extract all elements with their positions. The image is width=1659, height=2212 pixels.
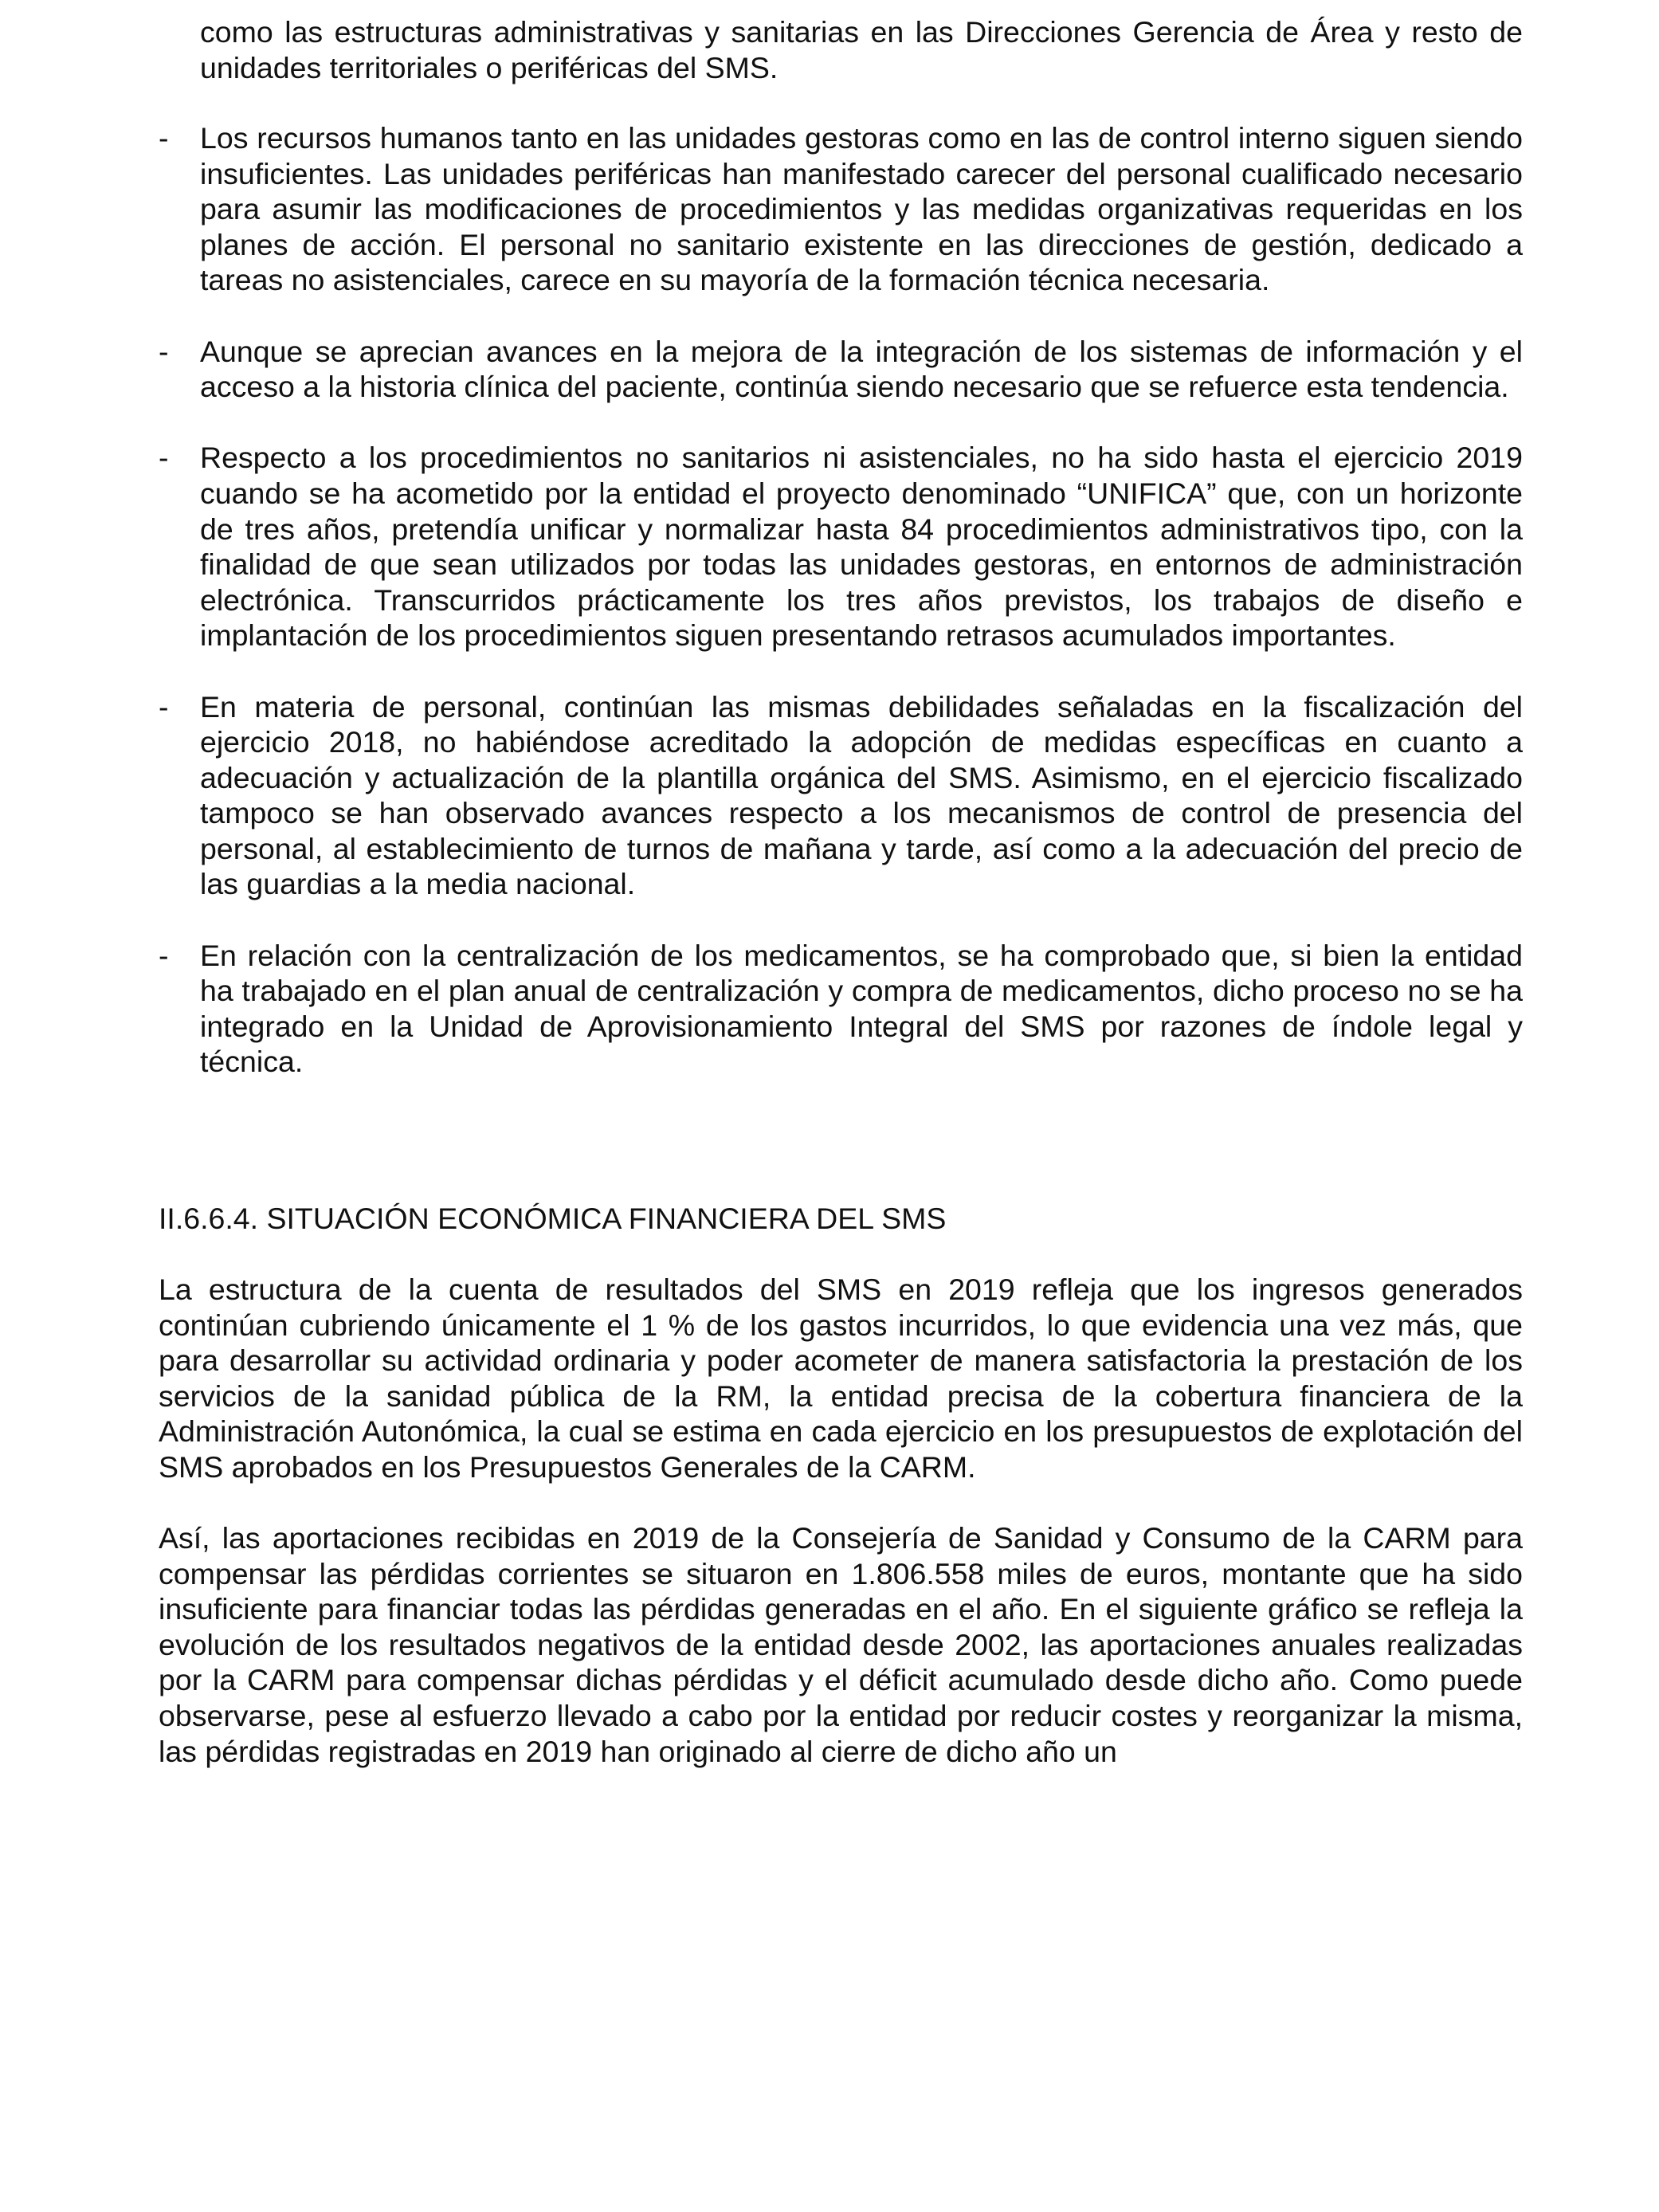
list-item-text: En relación con la centralización de los medicamentos, se ha comprobado que, si bien la entidad ha trabajado en el plan anual de centralización y compra de medicamentos, dicho proceso no se ha integrado en la Unidad de Aprovisionamiento Integral del SMS por razones de índole legal y técnica. xyxy=(200,938,1523,1079)
list-item-text: Aunque se aprecian avances en la mejora de la integración de los sistemas de información y el acceso a la historia clínica del paciente, continúa siendo necesario que se refuerce esta tendencia. xyxy=(200,334,1523,404)
section-heading: II.6.6.4. SITUACIÓN ECONÓMICA FINANCIERA DEL SMS xyxy=(159,1202,947,1235)
bullet-dash: - xyxy=(159,441,169,475)
list-item-text: Respecto a los procedimientos no sanitarios ni asistenciales, no ha sido hasta el ejercicio 2019 cuando se ha acometido por la entidad el proyecto denominado “UNIFICA” que, con un horizonte de tres años, pretendía unificar y normalizar hasta 84 procedimientos administrativos tipo, con la finalidad de que sean utilizados por todas las unidades gestoras, en entornos de administración electrónica. Transcurridos prácticamente los tres años previstos, los trabajos de diseño e implantación de los procedimientos siguen presentando retrasos acumulados importantes. xyxy=(200,441,1523,653)
body-paragraph: Así, las aportaciones recibidas en 2019 de la Consejería de Sanidad y Consumo de la CARM para compensar las pérdidas corrientes se situaron en 1.806.558 miles de euros, montante que ha sido insuficiente para financiar todas las pérdidas generadas en el año. En el siguiente gráfico se refleja la evolución de los resultados negativos de la entidad desde 2002, las aportaciones anuales realizadas por la CARM para compensar dichas pérdidas y el déficit acumulado desde dicho año. Como puede observarse, pese al esfuerzo llevado a cabo por la entidad por reducir costes y reorganizar la misma, las pérdidas registradas en 2019 han originado al cierre de dicho año un xyxy=(159,1521,1523,1768)
bullet-dash: - xyxy=(159,938,169,972)
list-item-text: En materia de personal, continúan las mismas debilidades señaladas en la fiscalización del ejercicio 2018, no habiéndose acreditado la adopción de medidas específicas en cuanto a adecuación y actualización de la plantilla orgánica del SMS. Asimismo, en el ejercicio fiscalizado tampoco se han observado avances respecto a los mecanismos de control de presencia del personal, al establecimiento de turnos de mañana y tarde, así como a la adecuación del precio de las guardias a la media nacional. xyxy=(200,689,1523,901)
list-item-text: Los recursos humanos tanto en las unidades gestoras como en las de control interno siguen siendo insuficientes. Las unidades periféricas han manifestado carecer del personal cualificado necesario para asumir las modificaciones de procedimientos y las medidas organizativas requeridas en los planes de acción. El personal no sanitario existente en las direcciones de gestión, dedicado a tareas no asistenciales, carece en su mayoría de la formación técnica necesaria. xyxy=(200,121,1523,297)
list-item xyxy=(159,334,1523,405)
bullet-dash: - xyxy=(159,121,169,155)
bullet-dash: - xyxy=(159,689,169,724)
continuation-text: como las estructuras administrativas y sanitarias en las Direcciones Gerencia de Área y resto de unidades territoriales o periféricas del SMS. xyxy=(200,15,1523,84)
list-item xyxy=(159,120,1523,298)
body-paragraph: La estructura de la cuenta de resultados del SMS en 2019 refleja que los ingresos generados continúan cubriendo únicamente el 1 % de los gastos incurridos, lo que evidencia una vez más, que para desarrollar su actividad ordinaria y poder acometer de manera satisfactoria la prestación de los servicios de la sanidad pública de la RM, la entidad precisa de la cobertura financiera de la Administración Autonómica, la cual se estima en cada ejercicio en los presupuestos de explotación del SMS aprobados en los Presupuestos Generales de la CARM. xyxy=(159,1273,1523,1484)
list-item xyxy=(159,440,1523,653)
bullet-dash: - xyxy=(159,334,169,368)
list-item xyxy=(159,689,1523,903)
findings-list xyxy=(159,120,1523,1116)
list-item xyxy=(159,938,1523,1080)
